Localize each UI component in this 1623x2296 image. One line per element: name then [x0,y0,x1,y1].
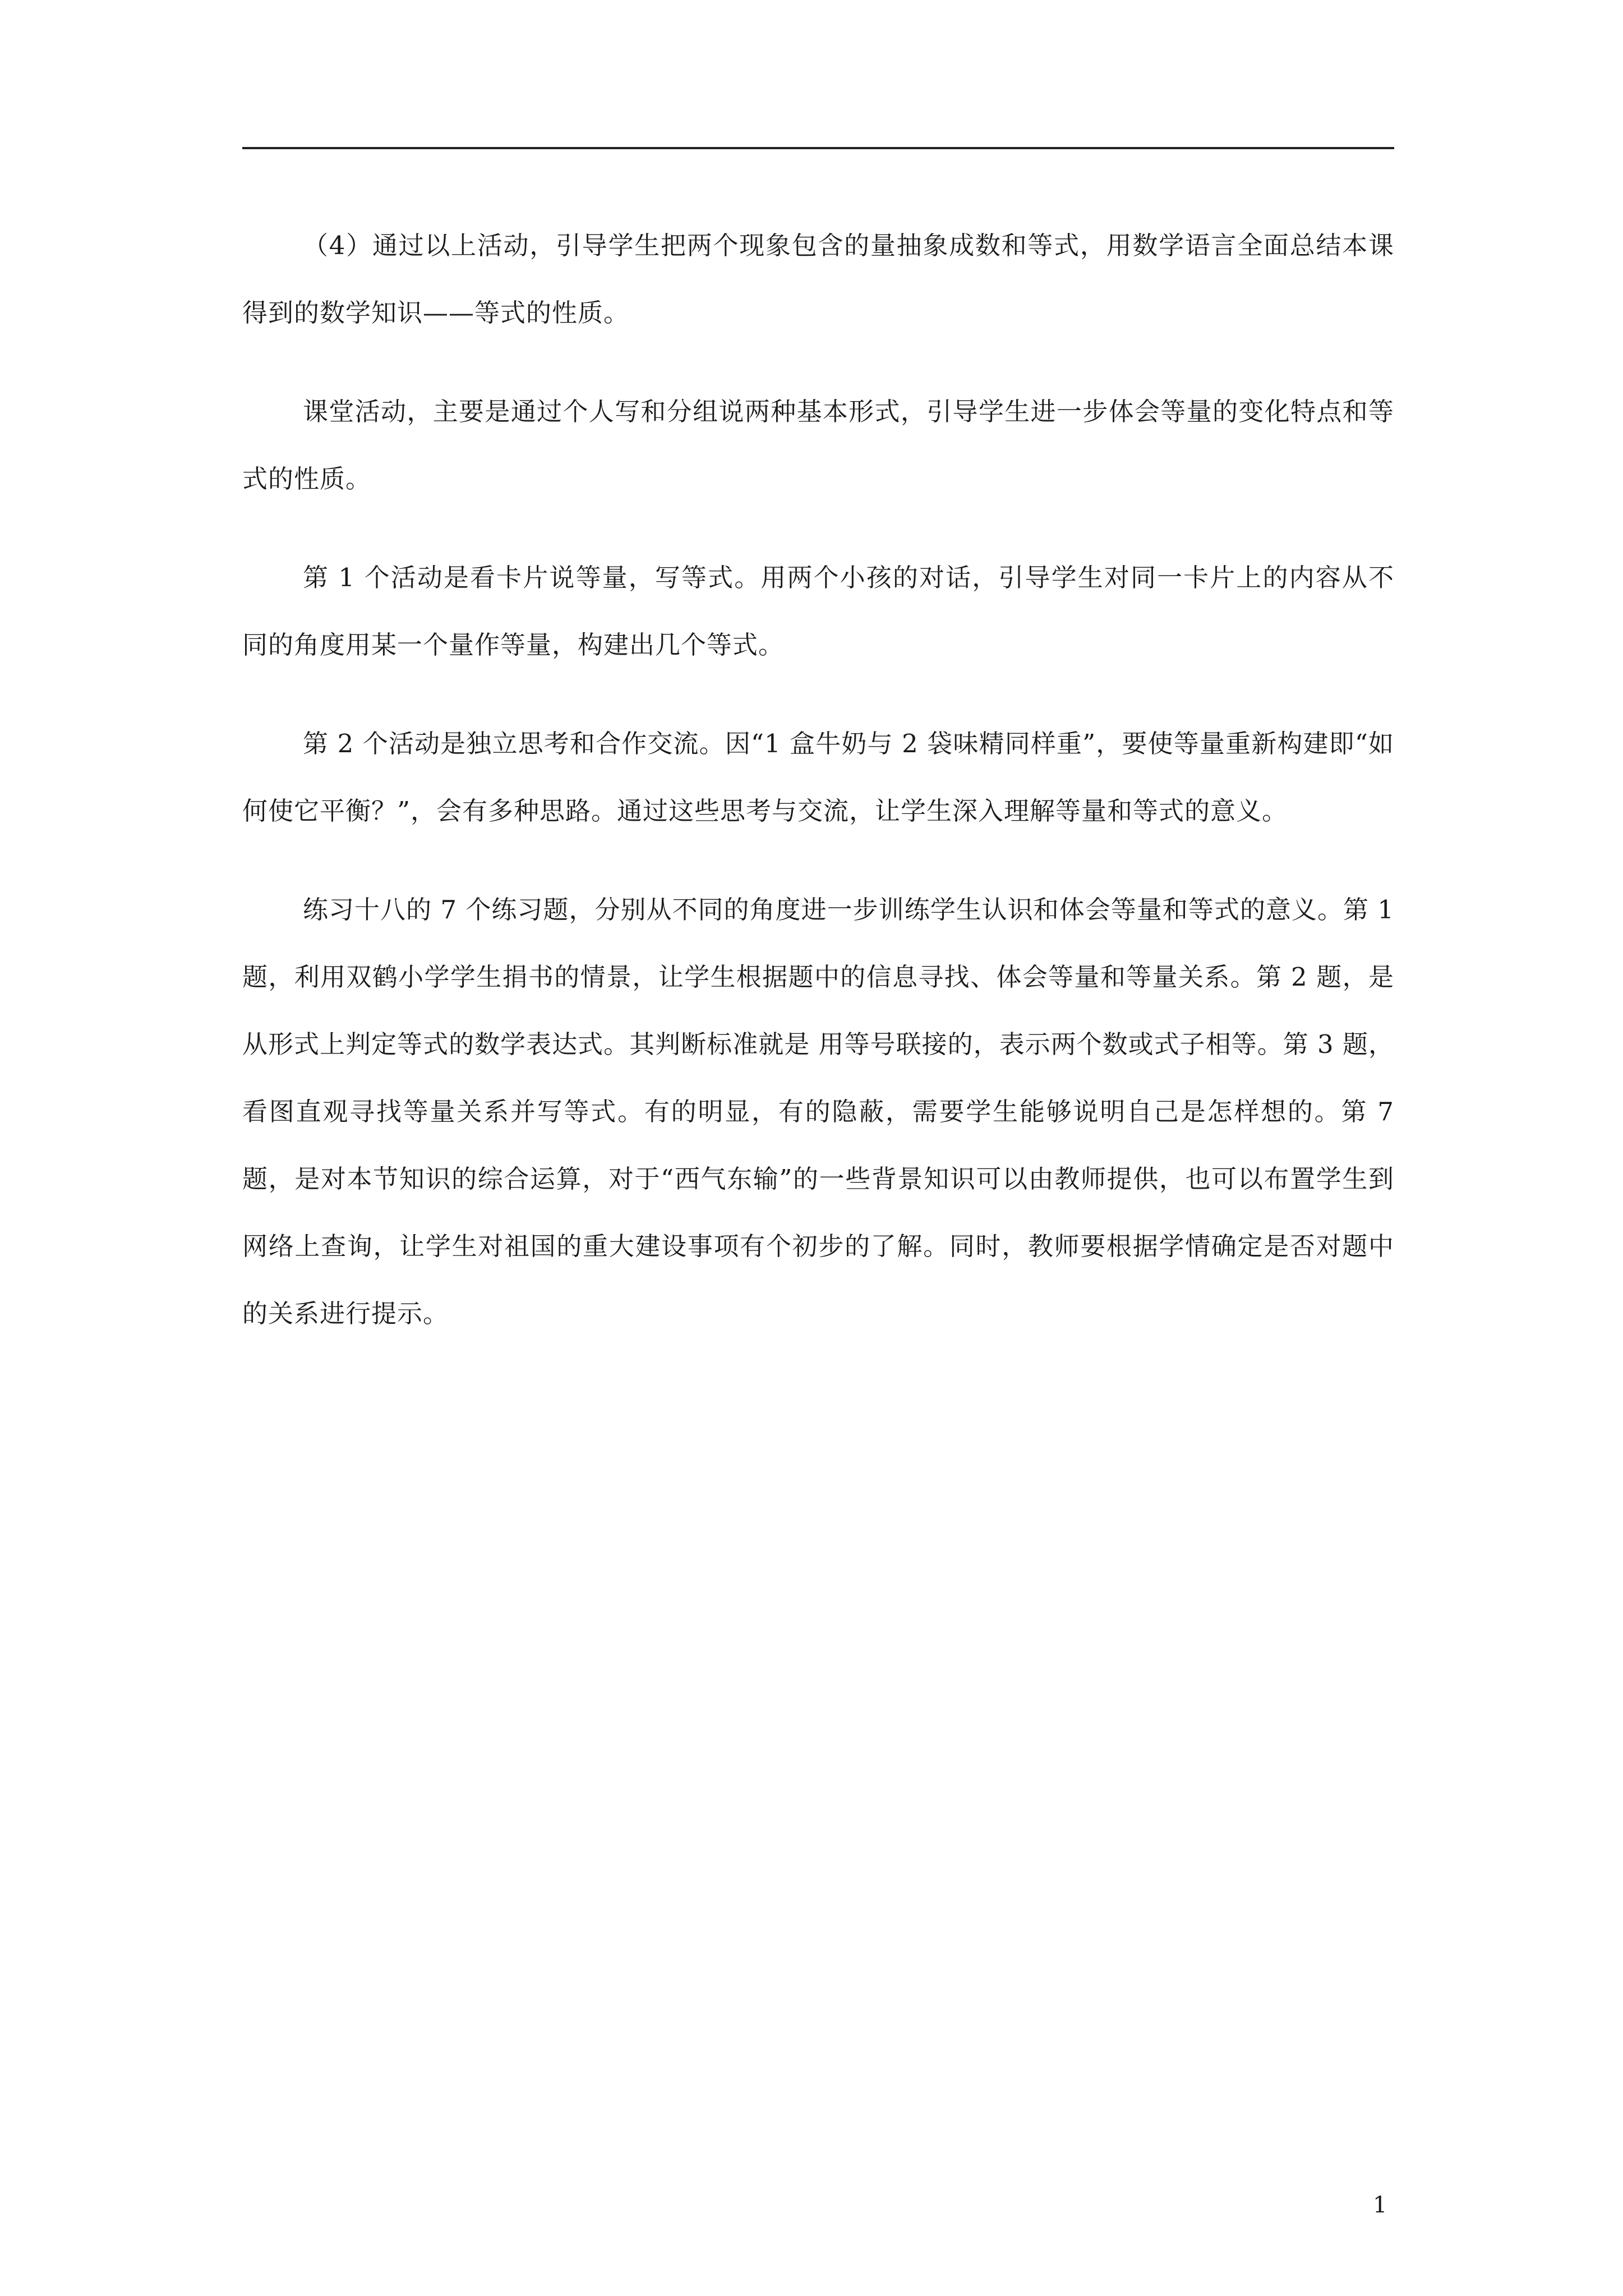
page-number: 1 [1373,2192,1387,2218]
body-text [242,212,1394,1379]
paragraph-activity-1: 第 1 个活动是看卡片说等量，写等式。用两个小孩的对话，引导学生对同一卡片上的内容从不同的角度用某一个量作等量，构建出几个等式。 [242,563,1394,660]
paragraph-exercise-18: 练习十八的 7 个练习题，分别从不同的角度进一步训练学生认识和体会等量和等式的意义。第 1 题，利用双鹤小学学生捐书的情景，让学生根据题中的信息寻找、体会等量和等量关系。第 2 题，是从形式上判定等式的数学表达式。其判断标准就是 用等号联接的，表示两个数或式子相等。第 3 题，看图直观寻找等量关系并写等式。有的明显，有的隐蔽，需要学生能够说明自己是怎样想的。第 7 题，是对本节知识的综合运算，对于“西气东输”的一些背景知识可以由教师提供，也可以布置学生到网络上查询，让学生对祖国的重大建设事项有个初步的了解。同时，教师要根据学情确定是否对题中的关系进行提示。 [242,895,1394,1328]
header-rule [242,147,1394,149]
paragraph-classroom-activity: 课堂活动，主要是通过个人写和分组说两种基本形式，引导学生进一步体会等量的变化特点和等式的性质。 [242,397,1394,494]
paragraph-summary: （4）通过以上活动，引导学生把两个现象包含的量抽象成数和等式，用数学语言全面总结本课得到的数学知识——等式的性质。 [242,231,1394,328]
paragraph-activity-2: 第 2 个活动是独立思考和合作交流。因“1 盒牛奶与 2 袋味精同样重”，要使等量重新构建即“如何使它平衡？”，会有多种思路。通过这些思考与交流，让学生深入理解等量和等式的意义。 [242,729,1394,826]
